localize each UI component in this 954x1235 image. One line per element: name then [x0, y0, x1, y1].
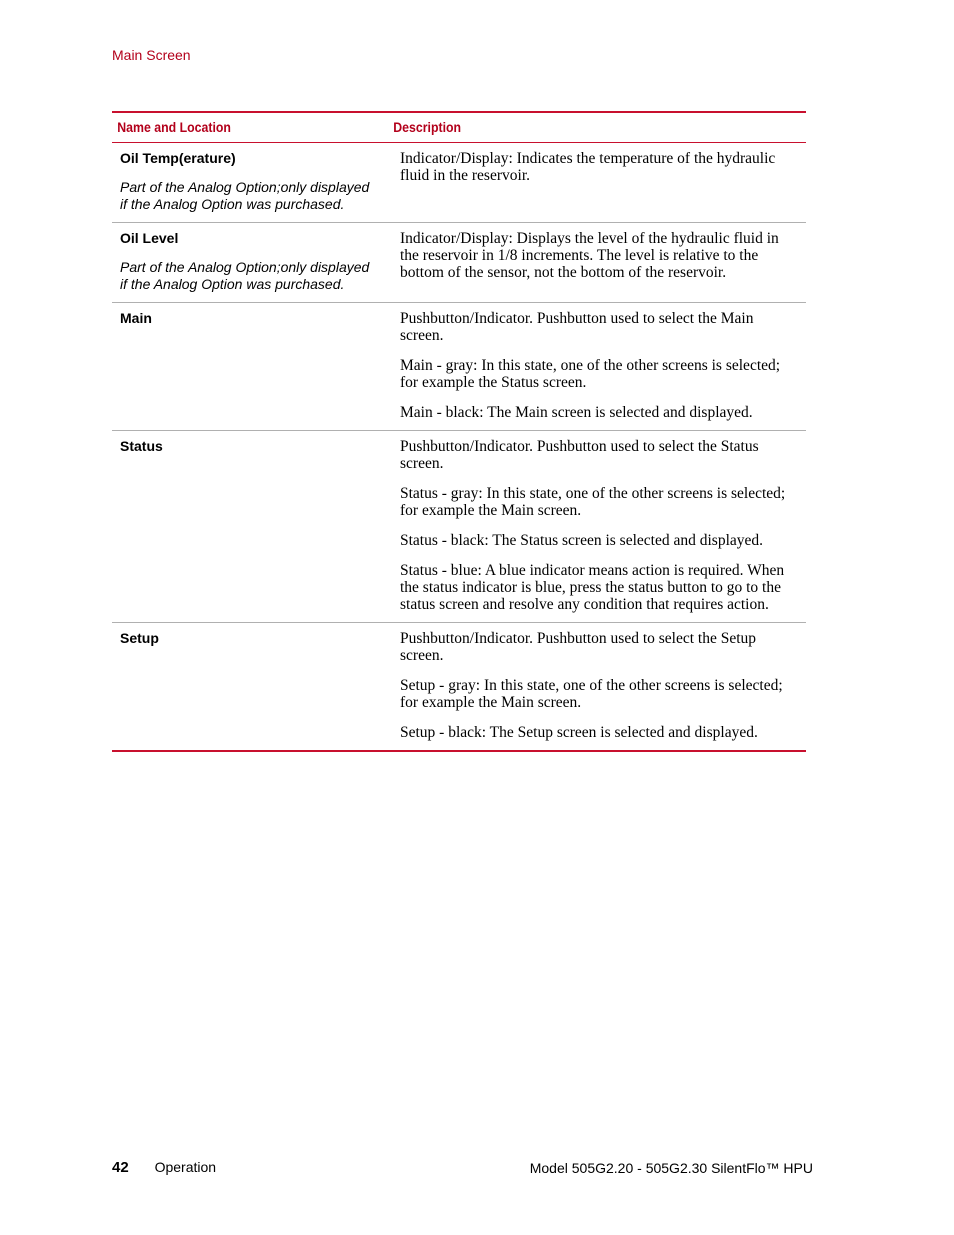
description-paragraph: Status - gray: In this state, one of the other screens is selected; for example the Main screen. — [400, 485, 786, 519]
item-name: Oil Temp(erature) — [120, 150, 236, 166]
name-location-cell — [112, 143, 388, 223]
table-row — [112, 223, 806, 303]
item-name: Main — [120, 310, 152, 326]
description-cell — [388, 223, 806, 303]
description-table-wrapper — [112, 111, 806, 752]
name-location-cell — [112, 623, 388, 752]
description-paragraph: Setup - gray: In this state, one of the other screens is selected; for example the Main screen. — [400, 677, 783, 711]
description-cell — [388, 623, 806, 752]
name-location-cell — [112, 303, 388, 431]
description-paragraph: Pushbutton/Indicator. Pushbutton used to select the Main screen. — [400, 310, 754, 344]
description-cell — [388, 143, 806, 223]
table-header — [112, 112, 806, 143]
description-table — [112, 111, 806, 752]
table-body — [112, 143, 806, 752]
table-row — [112, 431, 806, 623]
column-header-description: Description — [393, 119, 462, 135]
description-cell — [388, 303, 806, 431]
footer-model: Model 505G2.20 - 505G2.30 SilentFlo™ HPU — [529, 1160, 813, 1176]
item-location-note: Part of the Analog Option;only displayed if the Analog Option was purchased. — [120, 259, 370, 292]
description-paragraph: Status - black: The Status screen is selected and displayed. — [400, 532, 764, 549]
item-name: Setup — [120, 630, 159, 646]
name-location-cell — [112, 223, 388, 303]
description-paragraph: Indicator/Display: Displays the level of the hydraulic fluid in the reservoir in 1/8 increments. The level is relative to the bottom of the sensor, not the bottom of the reservoir. — [400, 230, 779, 281]
footer-left — [112, 1159, 216, 1176]
item-name: Oil Level — [120, 230, 179, 246]
footer-section: Operation — [154, 1159, 217, 1175]
description-paragraph: Pushbutton/Indicator. Pushbutton used to select the Status screen. — [400, 438, 759, 472]
table-row — [112, 303, 806, 431]
description-cell — [388, 431, 806, 623]
column-header-name-location: Name and Location — [117, 119, 231, 135]
table-header-row — [112, 112, 806, 143]
description-paragraph: Indicator/Display: Indicates the temperature of the hydraulic fluid in the reservoir. — [400, 150, 776, 184]
page-number: 42 — [112, 1159, 129, 1176]
table-row — [112, 143, 806, 223]
item-location-note: Part of the Analog Option;only displayed if the Analog Option was purchased. — [120, 179, 370, 212]
description-paragraph: Main - black: The Main screen is selected and displayed. — [400, 404, 753, 421]
description-paragraph: Status - blue: A blue indicator means action is required. When the status indicator is blue, press the status button to go to the status screen and resolve any condition that requires action. — [400, 562, 785, 613]
table-row — [112, 623, 806, 752]
description-paragraph: Pushbutton/Indicator. Pushbutton used to select the Setup screen. — [400, 630, 757, 664]
description-paragraph: Setup - black: The Setup screen is selected and displayed. — [400, 724, 758, 741]
running-head: Main Screen — [112, 47, 191, 63]
item-name: Status — [120, 438, 163, 454]
name-location-cell — [112, 431, 388, 623]
description-paragraph: Main - gray: In this state, one of the other screens is selected; for example the Status screen. — [400, 357, 781, 391]
